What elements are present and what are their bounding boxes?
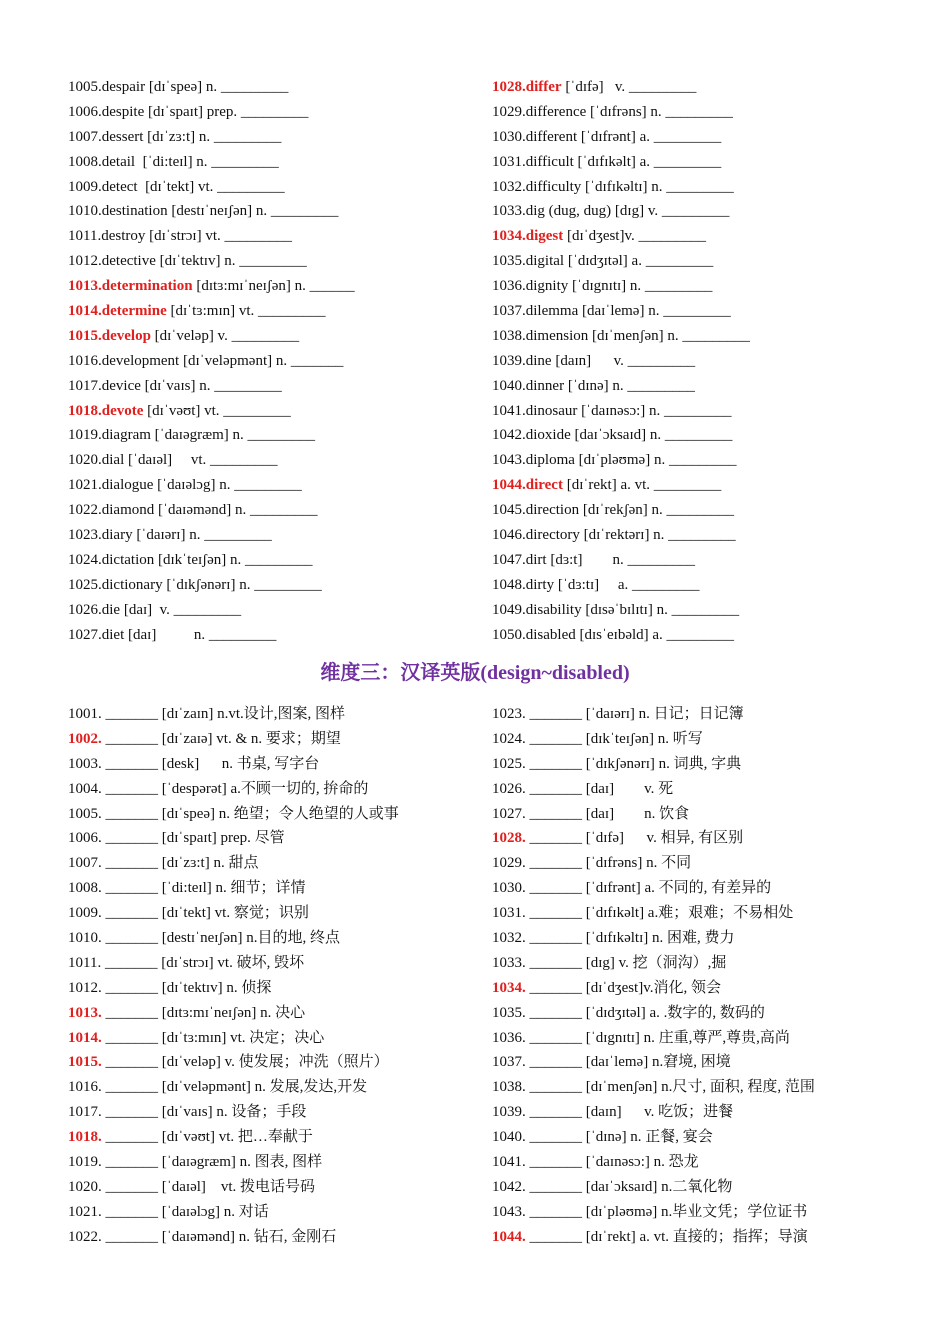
entry-number: 1050.disabled — [492, 626, 576, 643]
vocab-entry — [492, 224, 750, 249]
entry-number: 1013.determination — [68, 278, 193, 295]
entry-text: _______ [daɪˈɔksaɪd] n.二氧化物 — [525, 1178, 733, 1195]
vocab-entry — [68, 150, 355, 175]
vocab-entry — [68, 448, 355, 473]
vocab-entry — [68, 523, 355, 548]
vocab-entry — [68, 399, 355, 424]
entry-text: _______ [dɪˈzaɪə] vt. & n. 要求；期望 — [101, 730, 341, 747]
entry-number: 1017.device — [68, 377, 141, 394]
entry-number: 1009.detect — [68, 178, 138, 195]
entry-number: 1035.digital — [492, 253, 565, 270]
vocab-entry — [492, 752, 815, 777]
vocab-entry — [492, 249, 750, 274]
vocab-entry — [492, 876, 815, 901]
vocab-entry — [492, 951, 815, 976]
entry-text: _______ [ˈdɪfɪkəltɪ] n. 困难, 费力 — [525, 930, 735, 947]
vocab-entry — [68, 274, 355, 299]
entry-text: [dɪˈzɜ:t] n. _________ — [143, 128, 282, 145]
entry-text: [daɪ] v. _________ — [120, 601, 242, 618]
section2-right-column — [492, 702, 815, 1250]
vocab-entry — [68, 573, 355, 598]
entry-number: 1001. — [68, 706, 102, 722]
entry-text: _______ [ˈdɪdʒɪtəl] a. .数字的, 数码的 — [525, 1004, 765, 1021]
entry-number: 1029. — [492, 855, 526, 872]
vocab-entry — [492, 1075, 815, 1100]
entry-text: [dɪkˈteɪʃən] n. _________ — [154, 551, 313, 568]
entry-text: [dɪˈtɜ:mɪn] vt. _________ — [166, 303, 326, 320]
entry-number: 1029.difference — [492, 103, 587, 120]
entry-number: 1044.direct — [492, 477, 563, 494]
entry-text: _______ [dɪˈspeə] n. 绝望；令人绝望的人或事 — [101, 805, 399, 822]
entry-text: _______ [dɪˈzɜ:t] n. 甜点 — [101, 855, 259, 872]
entry-text: [ˈdɪfrənt] a. _________ — [577, 128, 722, 145]
entry-text: [ˈdɪfɪkəlt] a. _________ — [573, 153, 722, 170]
entry-number: 1005.despair — [68, 79, 146, 95]
entry-text: _______ [dɪˈveləp] v. 使发展；冲洗（照片） — [101, 1054, 389, 1071]
entry-number: 1011.destroy — [68, 228, 146, 245]
entry-number: 1016. — [68, 1079, 102, 1096]
vocab-entry — [492, 125, 750, 150]
entry-text: _______ [daɪn] v. 吃饭；进餐 — [525, 1104, 734, 1121]
entry-number: 1018.devote — [68, 402, 144, 419]
entry-text: [ˈdɪkʃənərɪ] n. _________ — [162, 576, 322, 593]
entry-number: 1044. — [492, 1228, 526, 1245]
vocab-entry — [68, 802, 399, 827]
entry-number: 1023. — [492, 706, 526, 722]
entry-number: 1022.diamond — [68, 502, 155, 519]
entry-number: 1025.dictionary — [68, 576, 163, 593]
entry-number: 1027.diet — [68, 626, 125, 643]
vocab-entry — [68, 100, 355, 125]
entry-number: 1042.dioxide — [492, 427, 571, 444]
entry-text: [dɪˈtekt] vt. _________ — [137, 178, 285, 195]
entry-text: _______ [ˈdɪgnɪtɪ] n. 庄重,尊严,尊贵,高尚 — [525, 1029, 790, 1046]
vocab-entry — [492, 598, 750, 623]
vocab-entry — [68, 175, 355, 200]
vocab-entry — [68, 876, 399, 901]
entry-number: 1020.dial — [68, 452, 125, 469]
entry-text: _______ [ˈdaɪəlɔg] n. 对话 — [101, 1203, 269, 1220]
entry-text: _______ [dɪˈtektɪv] n. 侦探 — [101, 979, 272, 996]
vocab-entry — [492, 1200, 815, 1225]
entry-text: _______ [ˈdaɪərɪ] n. 日记；日记簿 — [525, 706, 744, 722]
entry-number: 1028.differ — [492, 79, 562, 95]
entry-text: _______ [dɪˈmenʃən] n.尺寸, 面积, 程度, 范围 — [525, 1079, 815, 1096]
entry-text: [daɪˈɔksaɪd] n. _________ — [570, 427, 733, 444]
vocab-entry — [492, 150, 750, 175]
vocab-entry — [68, 1125, 399, 1150]
vocab-entry — [492, 1225, 815, 1250]
entry-number: 1030. — [492, 880, 526, 897]
entry-text: [dɪˈpləʊmə] n. _________ — [574, 452, 737, 469]
vocab-entry — [68, 951, 399, 976]
vocab-entry — [68, 702, 399, 727]
entry-number: 1039. — [492, 1104, 526, 1121]
entry-text: [ˈdɪfɪkəltɪ] n. _________ — [581, 178, 734, 195]
vocab-entry — [492, 299, 750, 324]
entry-text: _______ [dɪˈpləʊmə] n.毕业文凭；学位证书 — [525, 1203, 808, 1220]
vocab-entry — [68, 1026, 399, 1051]
vocab-entry — [68, 777, 399, 802]
entry-number: 1035. — [492, 1004, 526, 1021]
vocab-entry — [68, 851, 399, 876]
entry-number: 1040. — [492, 1129, 526, 1146]
entry-text: [dɪˈrekʃən] n. _________ — [579, 502, 735, 519]
entry-number: 1034. — [492, 979, 526, 996]
vocab-entry — [492, 498, 750, 523]
entry-number: 1020. — [68, 1178, 102, 1195]
entry-text: [dɪˈrekt] a. vt. _________ — [562, 477, 722, 494]
vocab-entry — [68, 423, 355, 448]
entry-number: 1025. — [492, 755, 526, 772]
vocab-entry — [492, 349, 750, 374]
entry-text: _______ [dɪˈstrɔɪ] vt. 破坏, 毁坏 — [101, 954, 305, 971]
entry-text: [ˈdaɪnəsɔ:] n. _________ — [577, 402, 732, 419]
vocab-entry — [492, 851, 815, 876]
entry-text: _______ [ˈdɪfɪkəlt] a.难；艰难；不易相处 — [525, 905, 794, 922]
entry-number: 1024.dictation — [68, 551, 155, 568]
entry-number: 1026.die — [68, 601, 121, 618]
entry-number: 1015. — [68, 1054, 102, 1071]
vocab-entry — [68, 623, 355, 648]
entry-text: _______ [dɪkˈteɪʃən] n. 听写 — [525, 730, 703, 747]
entry-text: _______ [dɪg] v. 挖（洞沟）,掘 — [525, 954, 727, 971]
section1-left-column — [68, 75, 355, 647]
entry-text: _______ [dɪˈtekt] vt. 察觉；识别 — [101, 905, 309, 922]
entry-number: 1021.dialogue — [68, 477, 154, 494]
entry-text: [dɪˈspaɪt] prep. _________ — [144, 103, 309, 120]
vocab-entry — [68, 901, 399, 926]
entry-number: 1037. — [492, 1054, 526, 1071]
entry-number: 1042. — [492, 1178, 526, 1195]
vocab-entry — [492, 1100, 815, 1125]
vocab-entry — [492, 623, 750, 648]
entry-number: 1026. — [492, 780, 526, 797]
entry-number: 1010.destination — [68, 203, 168, 220]
entry-number: 1041.dinosaur — [492, 402, 578, 419]
entry-text: [dɪˈdʒest]v. _________ — [563, 228, 706, 245]
entry-number: 1033.dig (dug, dug) — [492, 203, 612, 220]
entry-number: 1021. — [68, 1203, 102, 1220]
entry-number: 1012. — [68, 979, 102, 996]
vocab-entry — [68, 752, 399, 777]
entry-text: _______ [daɪ] n. 饮食 — [525, 805, 690, 822]
entry-text: [destɪˈneɪʃən] n. _________ — [167, 203, 339, 220]
vocab-entry — [492, 1175, 815, 1200]
entry-text: [ˈdɪfrəns] n. _________ — [586, 103, 733, 120]
entry-number: 1005. — [68, 805, 102, 822]
vocab-entry — [68, 1225, 399, 1250]
entry-number: 1032.difficulty — [492, 178, 582, 195]
vocab-entry — [68, 826, 399, 851]
entry-number: 1017. — [68, 1104, 102, 1121]
entry-number: 1031.difficult — [492, 153, 574, 170]
vocab-entry — [68, 598, 355, 623]
entry-number: 1045.direction — [492, 502, 580, 519]
entry-text: [ˈdaɪəl] vt. _________ — [124, 452, 278, 469]
entry-number: 1030.different — [492, 128, 578, 145]
entry-text: [ˈdaɪəlɔg] n. _________ — [153, 477, 302, 494]
entry-text: _______ [destɪˈneɪʃən] n.目的地, 终点 — [101, 930, 341, 947]
entry-number: 1041. — [492, 1154, 526, 1171]
vocab-entry — [492, 199, 750, 224]
entry-number: 1022. — [68, 1228, 102, 1245]
vocab-entry — [68, 299, 355, 324]
entry-number: 1031. — [492, 905, 526, 922]
vocab-entry — [68, 199, 355, 224]
entry-text: _______ [dɪˈzaɪn] n.vt.设计,图案, 图样 — [101, 706, 346, 722]
entry-number: 1019.diagram — [68, 427, 151, 444]
entry-number: 1027. — [492, 805, 526, 822]
vocab-entry — [492, 423, 750, 448]
vocab-entry — [492, 523, 750, 548]
entry-number: 1033. — [492, 954, 526, 971]
entry-number: 1008. — [68, 880, 102, 897]
entry-text: [dɪtɜ:mɪˈneɪʃən] n. ______ — [192, 278, 355, 295]
entry-text: [dɜ:t] n. _________ — [546, 551, 695, 568]
entry-text: [ˈdɪnə] n. _________ — [564, 377, 695, 394]
entry-text: [dɪˈveləp] v. _________ — [150, 327, 300, 344]
entry-text: _______ [ˈdɪfrəns] n. 不同 — [525, 855, 692, 872]
vocab-entry — [492, 826, 815, 851]
entry-text: _______ [dɪˈveləpmənt] n. 发展,发达,开发 — [101, 1079, 368, 1096]
entry-text: _______ [ˈdɪnə] n. 正餐, 宴会 — [525, 1129, 713, 1146]
entry-text: _______ [desk] n. 书桌, 写字台 — [101, 755, 320, 772]
entry-number: 1012.detective — [68, 253, 156, 270]
vocab-entry — [68, 349, 355, 374]
vocab-entry — [492, 374, 750, 399]
vocab-entry — [68, 1200, 399, 1225]
entry-number: 1039.dine — [492, 352, 552, 369]
vocab-entry — [68, 473, 355, 498]
vocab-entry — [492, 573, 750, 598]
entry-number: 1006. — [68, 830, 102, 847]
vocab-entry — [492, 1050, 815, 1075]
section-title: 维度三：汉译英版(design~disabled) — [320, 662, 630, 684]
entry-text: _______ [dɪtɜ:mɪˈneɪʃən] n. 决心 — [101, 1004, 306, 1021]
entry-number: 1006.despite — [68, 103, 145, 120]
entry-number: 1014. — [68, 1029, 102, 1046]
entry-text: [ˈdɪfə] v. _________ — [561, 79, 697, 95]
vocab-entry — [68, 224, 355, 249]
entry-number: 1038.dimension — [492, 327, 589, 344]
entry-number: 1038. — [492, 1079, 526, 1096]
entry-number: 1003. — [68, 755, 102, 772]
vocab-entry — [492, 1026, 815, 1051]
entry-number: 1024. — [492, 730, 526, 747]
vocab-entry — [492, 274, 750, 299]
vocab-entry — [68, 324, 355, 349]
entry-text: [ˈdaɪəmənd] n. _________ — [154, 502, 318, 519]
entry-text: [dɪg] v. _________ — [611, 203, 730, 220]
vocab-entry — [68, 498, 355, 523]
entry-text: _______ [ˈdi:teɪl] n. 细节；详情 — [101, 880, 306, 897]
entry-text: [dɪsəˈbɪlɪtɪ] n. _________ — [581, 601, 740, 618]
entry-number: 1007.dessert — [68, 128, 144, 145]
entry-number: 1043. — [492, 1203, 526, 1220]
entry-number: 1047.dirt — [492, 551, 547, 568]
vocab-entry — [68, 249, 355, 274]
section1-right-column — [492, 75, 750, 647]
entry-text: _______ [ˈdɪfə] v. 相异, 有区别 — [525, 830, 744, 847]
entry-text: [ˈdaɪərɪ] n. _________ — [132, 527, 272, 544]
entry-text: _______ [ˈdɪkʃənərɪ] n. 词典, 字典 — [525, 755, 742, 772]
entry-text: [dɪˈrektərɪ] n. _________ — [579, 527, 736, 544]
entry-number: 1036.dignity — [492, 278, 569, 295]
entry-text: _______ [ˈdaɪnəsɔ:] n. 恐龙 — [525, 1154, 699, 1171]
entry-number: 1004. — [68, 780, 102, 797]
vocab-entry — [68, 1150, 399, 1175]
vocab-entry — [492, 926, 815, 951]
vocab-entry — [492, 100, 750, 125]
entry-text: _______ [dɪˈspaɪt] prep. 尽管 — [101, 830, 285, 847]
entry-text: _______ [ˈdaɪəmənd] n. 钻石, 金刚石 — [101, 1228, 337, 1245]
entry-text: [ˈdɪgnɪtɪ] n. _________ — [568, 278, 713, 295]
entry-number: 1023.diary — [68, 527, 133, 544]
entry-number: 1009. — [68, 905, 102, 922]
vocab-entry — [492, 75, 750, 100]
entry-text: [ˈdi:teɪl] n. _________ — [135, 153, 279, 170]
entry-number: 1013. — [68, 1004, 102, 1021]
entry-number: 1049.disability — [492, 601, 582, 618]
entry-text: [dɪˈstrɔɪ] vt. _________ — [145, 228, 293, 245]
entry-text: _______ [dɪˈvaɪs] n. 设备；手段 — [101, 1104, 307, 1121]
entry-number: 1002. — [68, 730, 102, 747]
entry-number: 1019. — [68, 1154, 102, 1171]
vocab-entry — [492, 1001, 815, 1026]
entry-text: [daɪn] v. _________ — [551, 352, 696, 369]
entry-number: 1046.directory — [492, 527, 580, 544]
entry-text: [dɪsˈeɪbəld] a. _________ — [575, 626, 735, 643]
entry-number: 1048.dirty — [492, 576, 555, 593]
entry-number: 1043.diploma — [492, 452, 575, 469]
vocab-entry — [68, 1100, 399, 1125]
entry-number: 1040.dinner — [492, 377, 565, 394]
entry-text: _______ [dɪˈdʒest]v.消化, 领会 — [525, 979, 721, 996]
entry-text: [dɪˈveləpmənt] n. _______ — [179, 352, 344, 369]
vocab-entry — [68, 1175, 399, 1200]
vocab-entry — [492, 1125, 815, 1150]
vocab-entry — [492, 1150, 815, 1175]
entry-text: [ˈdɜ:tɪ] a. _________ — [554, 576, 700, 593]
entry-text: _______ [ˈdespərət] a.不顾一切的, 拚命的 — [101, 780, 369, 797]
vocab-entry — [492, 175, 750, 200]
entry-text: _______ [dɪˈvəʊt] vt. 把…奉献于 — [101, 1129, 313, 1146]
vocab-entry — [68, 926, 399, 951]
vocab-entry — [492, 702, 815, 727]
entry-text: [dɪˈvəʊt] vt. _________ — [143, 402, 291, 419]
vocab-entry — [68, 548, 355, 573]
entry-number: 1037.dilemma — [492, 303, 579, 320]
entry-text: [dɪˈtektɪv] n. _________ — [155, 253, 307, 270]
entry-text: _______ [dɪˈtɜ:mɪn] vt. 决定；决心 — [101, 1029, 325, 1046]
vocab-entry — [492, 324, 750, 349]
vocab-entry — [68, 727, 399, 752]
entry-text: _______ [daɪ] v. 死 — [525, 780, 674, 797]
entry-text: _______ [daɪˈlemə] n.窘境, 困境 — [525, 1054, 731, 1071]
vocab-entry — [68, 125, 355, 150]
entry-text: [dɪˈvaɪs] n. _________ — [140, 377, 282, 394]
entry-text: [ˈdɪdʒɪtəl] a. _________ — [564, 253, 714, 270]
entry-number: 1011. — [68, 954, 102, 971]
vocab-entry — [68, 75, 355, 100]
entry-number: 1014.determine — [68, 303, 167, 320]
entry-number: 1016.development — [68, 352, 180, 369]
entry-text: _______ [ˈdaɪəl] vt. 拨电话号码 — [101, 1178, 316, 1195]
vocab-entry — [492, 399, 750, 424]
entry-number: 1007. — [68, 855, 102, 872]
entry-text: _______ [dɪˈrekt] a. vt. 直接的；指挥；导演 — [525, 1228, 808, 1245]
vocab-entry — [492, 901, 815, 926]
vocab-entry — [68, 1001, 399, 1026]
entry-number: 1036. — [492, 1029, 526, 1046]
entry-number: 1028. — [492, 830, 526, 847]
vocab-entry — [68, 1075, 399, 1100]
entry-number: 1018. — [68, 1129, 102, 1146]
vocab-entry — [492, 548, 750, 573]
entry-number: 1015.develop — [68, 327, 151, 344]
vocab-entry — [492, 802, 815, 827]
vocab-entry — [68, 1050, 399, 1075]
vocab-entry — [68, 374, 355, 399]
vocab-entry — [492, 976, 815, 1001]
entry-text: _______ [ˈdaɪəgræm] n. 图表, 图样 — [101, 1154, 323, 1171]
entry-text: [dɪˈspeə] n. _________ — [145, 79, 289, 95]
entry-number: 1010. — [68, 930, 102, 947]
vocab-entry — [492, 448, 750, 473]
vocab-entry — [492, 777, 815, 802]
vocab-entry — [68, 976, 399, 1001]
entry-number: 1034.digest — [492, 228, 564, 245]
entry-text: _______ [ˈdɪfrənt] a. 不同的, 有差异的 — [525, 880, 772, 897]
entry-text: [daɪˈlemə] n. _________ — [578, 303, 731, 320]
section2-left-column — [68, 702, 399, 1250]
vocab-entry — [492, 473, 750, 498]
vocab-entry — [492, 727, 815, 752]
entry-number: 1032. — [492, 930, 526, 947]
entry-text: [ˈdaɪəgræm] n. _________ — [150, 427, 316, 444]
entry-text: [dɪˈmenʃən] n. _________ — [588, 327, 750, 344]
entry-text: [daɪ] n. _________ — [124, 626, 277, 643]
entry-number: 1008.detail — [68, 153, 136, 170]
